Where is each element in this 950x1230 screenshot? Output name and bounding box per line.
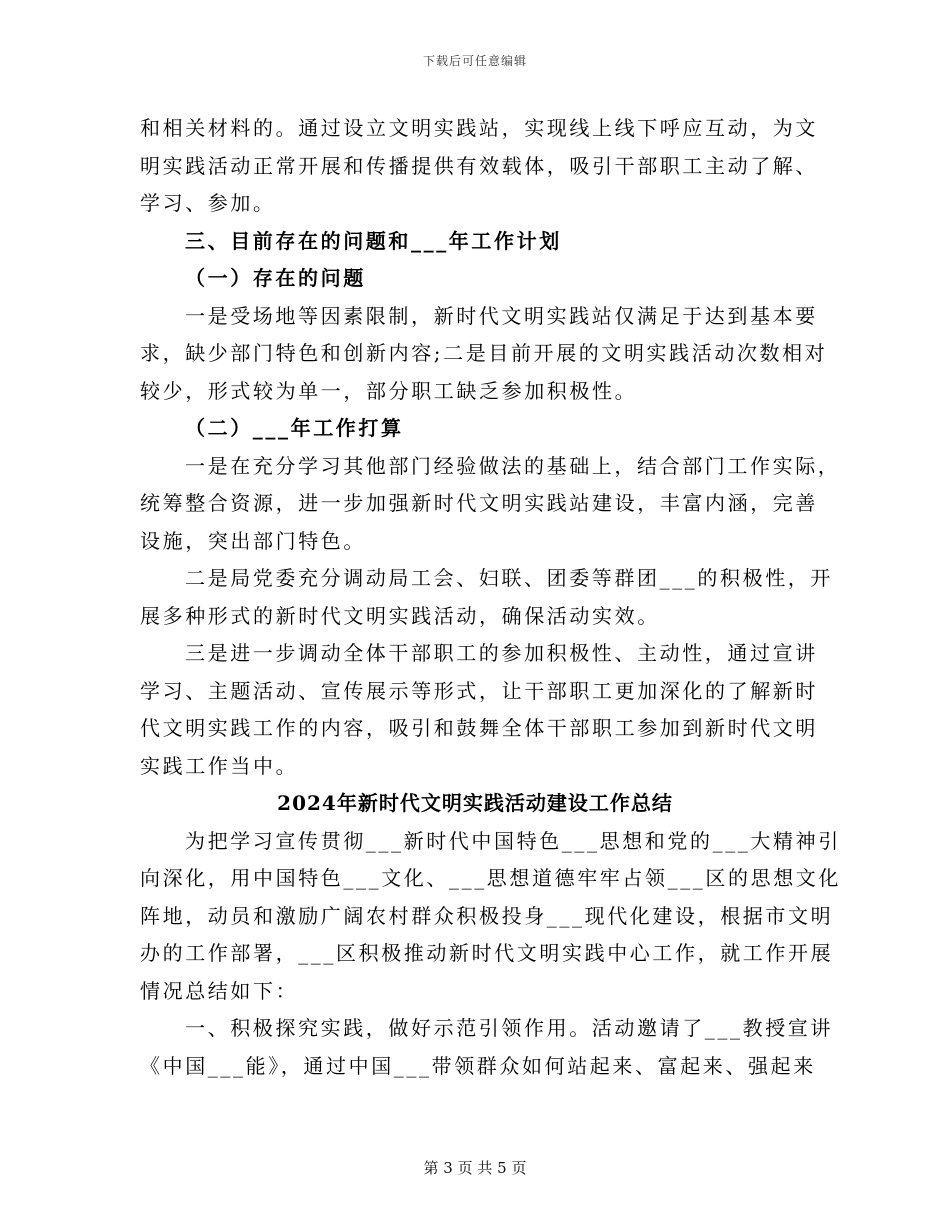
paragraph-practice bbox=[140, 1010, 833, 1085]
text-line: 一是在充分学习其他部门经验做法的基础上，结合部门工作实际， bbox=[185, 453, 841, 478]
document-body bbox=[140, 110, 841, 1085]
subsection-heading-plan: （二）___年工作打算 bbox=[185, 416, 404, 440]
text-line: 办的工作部署，___区积极推动新时代文明实践中心工作，就工作开展 bbox=[140, 941, 834, 965]
text-line: 统筹整合资源，进一步加强新时代文明实践站建设，丰富内涵，完善 bbox=[140, 491, 818, 515]
text-line: 情况总结如下： bbox=[140, 978, 299, 1003]
text-line: 代文明实践工作的内容，吸引和鼓舞全体干部职工参加到新时代文明 bbox=[140, 716, 818, 740]
text-line: 阵地，动员和激励广阔农村群众积极投身___现代化建设，根据市文明 bbox=[140, 903, 834, 928]
text-line: 明实践活动正常开展和传播提供有效载体，吸引干部职工主动了解、 bbox=[140, 153, 818, 178]
text-line: 一是受场地等因素限制，新时代文明实践站仅满足于达到基本要 bbox=[185, 303, 818, 328]
text-line: 学习、参加。 bbox=[140, 191, 276, 215]
text-line: 展多种形式的新时代文明实践活动，确保活动实效。 bbox=[140, 603, 660, 628]
paragraph-continued bbox=[140, 110, 818, 223]
text-line: 一、积极探究实践，做好示范引领作用。活动邀请了___教授宣讲 bbox=[185, 1016, 833, 1040]
subsection-heading-problems: （一）存在的问题 bbox=[185, 266, 366, 290]
text-line: 学习、主题活动、宣传展示等形式，让干部职工更加深化的了解新时 bbox=[140, 678, 818, 703]
text-line: 三是进一步调动全体干部职工的参加积极性、主动性，通过宣讲 bbox=[185, 641, 818, 665]
text-line: 向深化，用中国特色___文化、___思想道德牢牢占领___区的思想文化 bbox=[140, 866, 841, 890]
paragraph-plan-1 bbox=[140, 448, 841, 561]
page-footer: 第 3 页 共 5 页 bbox=[423, 1159, 527, 1177]
page-header: 下载后可任意编辑 bbox=[422, 54, 527, 68]
text-line: 设施，突出部门特色。 bbox=[140, 528, 366, 553]
text-line: 和相关材料的。通过设立文明实践站，实现线上线下呼应互动，为文 bbox=[140, 116, 818, 140]
text-line: 实践工作当中。 bbox=[140, 753, 299, 778]
paragraph-problems bbox=[140, 298, 828, 411]
section-heading-3: 三、目前存在的问题和___年工作计划 bbox=[185, 228, 562, 253]
paragraph-intro bbox=[140, 823, 841, 1011]
text-line: 为把学习宣传贯彻___新时代中国特色___思想和党的___大精神引 bbox=[185, 828, 841, 853]
text-line: 《中国___能》，通过中国___带领群众如何站起来、富起来、强起来 bbox=[140, 1053, 816, 1078]
text-line: 求，缺少部门特色和创新内容;二是目前开展的文明实践活动次数相对 bbox=[140, 341, 828, 365]
paragraph-plan-2 bbox=[140, 560, 833, 635]
text-line: 较少，形式较为单一，部分职工缺乏参加积极性。 bbox=[140, 378, 638, 403]
paragraph-plan-3 bbox=[140, 635, 818, 785]
text-line: 二是局党委充分调动局工会、妇联、团委等群团___的积极性，开 bbox=[185, 566, 833, 590]
document-title: 2024年新时代文明实践活动建设工作总结 bbox=[277, 791, 673, 815]
